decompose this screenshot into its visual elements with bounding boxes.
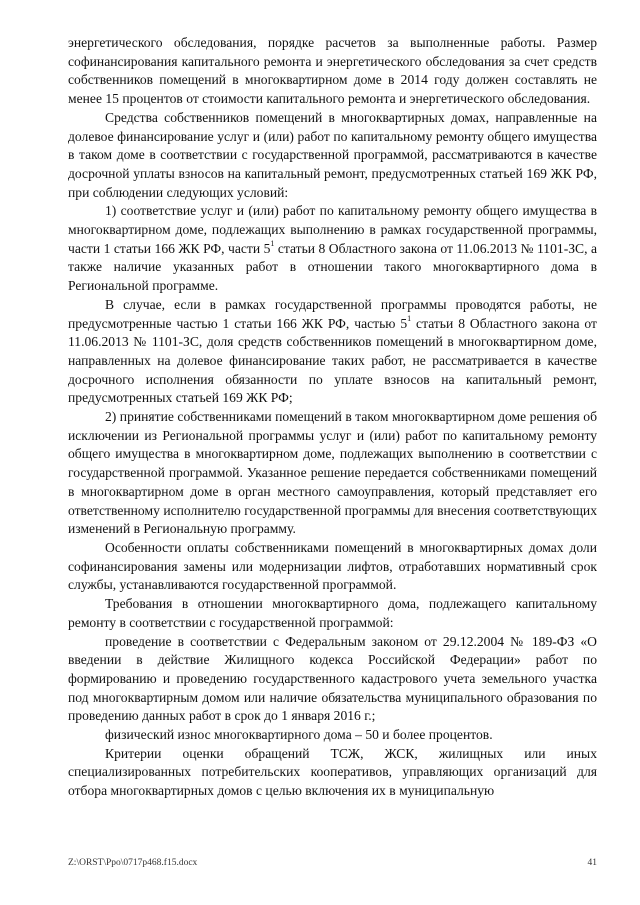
paragraph-8: проведение в соответствии с Федеральным законом от 29.12.2004 № 189-ФЗ «О введении в действие Жилищного кодекса Российской Федерации» работ по формированию и проведению государственного кадастрового учета земельного участка под многоквартирным домом или наличие обязательства муниципального образования по проведению данных работ в срок до 1 января 2016 г.; xyxy=(68,633,597,724)
paragraph-9: физический износ многоквартирного дома – 50 и более процентов. xyxy=(105,727,493,743)
document-body xyxy=(68,34,597,801)
paragraph-1: энергетического обследования, порядке расчетов за выполненные работы. Размер софинансирования капитального ремонта и энергетического обследования за счет средств собственников помещений в многоквартирном доме в 2014 году должен составлять не менее 15 процентов от стоимости капитального ремонта и энергетического обследования. xyxy=(68,35,597,107)
paragraph-6: Особенности оплаты собственниками помещений в многоквартирных домах доли софинансирования замены или модернизации лифтов, отработавших нормативный срок службы, устанавливаются государственной программой. xyxy=(68,539,597,593)
paragraph-7: Требования в отношении многоквартирного дома, подлежащего капитальному ремонту в соответствии с государственной программой: xyxy=(68,596,597,630)
file-path: Z:\ORST\Ppo\0717p468.f15.docx xyxy=(68,858,198,868)
superscript: 1 xyxy=(270,239,275,249)
page-number: 41 xyxy=(587,858,597,868)
paragraph-10: Критерии оценки обращений ТСЖ, ЖСК, жилищных или иных специализированных потребительских кооперативов, управляющих организаций для отбора многоквартирных домов с целью включения их в муниципальную xyxy=(68,745,597,799)
paragraph-4: В случае, если в рамках государственной программы проводятся работы, не предусмотренные частью 1 статьи 166 ЖК РФ, частью $5^1$ статьи 8 Областного закона от 11.06.2013 № 1101-ЗС, доля средств собственников помещений в многоквартирном доме, направленных на долевое финансирование таких работ, не рассматривается в качестве досрочного исполнения обязанности по уплате взносов на капитальный ремонт, предусмотренных статьей 169 ЖК РФ; xyxy=(68,296,597,406)
paragraph-3: 1) соответствие услуг и (или) работ по капитальному ремонту общего имущества в многоквартирном доме, подлежащих выполнению в рамках государственной программы, части 1 статьи 166 ЖК РФ, части $5^1$ статьи 8 Областного закона от 11.06.2013 № 1101-ЗС, а также наличие указанных работ в отношении такого многоквартирного дома в Региональной программе. xyxy=(68,203,597,294)
paragraph-5: 2) принятие собственниками помещений в таком многоквартирном доме решения об исключении из Региональной программы услуг и (или) работ по капитальному ремонту общего имущества в многоквартирном доме, подлежащих выполнению в соответствии с государственной программой. Указанное решение передается собственниками помещений в многоквартирном доме в орган местного самоуправления, который представляет его ответственному исполнителю государственной программы для внесения соответствующих изменений в Региональную программу. xyxy=(68,409,597,537)
paragraph-2: Средства собственников помещений в многоквартирных домах, направленные на долевое финансирование услуг и (или) работ по капитальному ремонту общего имущества в таком доме в соответствии с государственной программой, рассматриваются в качестве досрочной уплаты взносов на капитальный ремонт, предусмотренных статьей 169 ЖК РФ, при соблюдении следующих условий: xyxy=(68,109,597,200)
superscript: 1 xyxy=(407,314,412,324)
